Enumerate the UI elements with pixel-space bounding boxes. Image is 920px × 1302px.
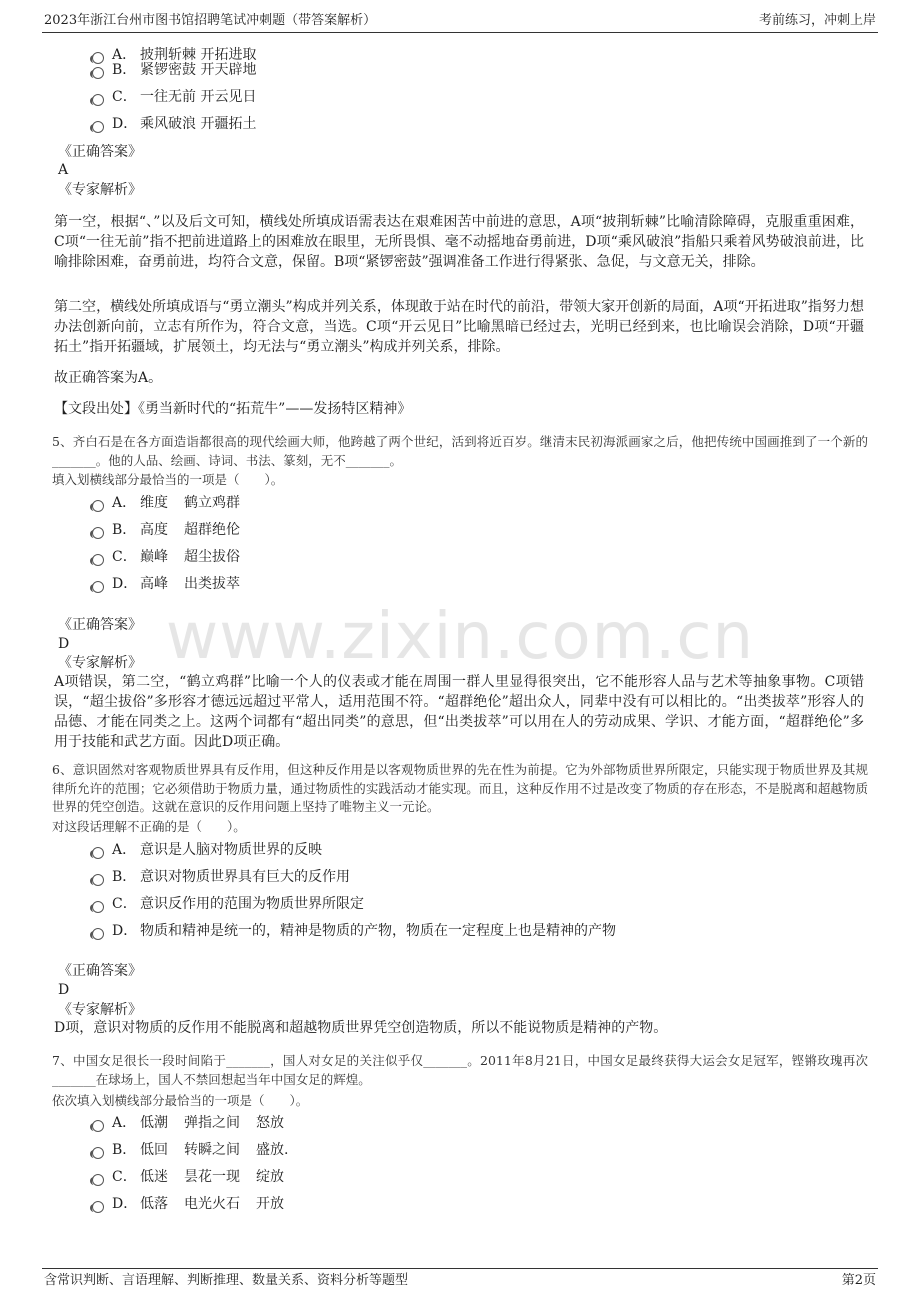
radio-icon[interactable] [92, 554, 104, 566]
q4-analysis-label: 《专家解析》 [58, 182, 142, 198]
q5-stem: 5、齐白石是在各方面造诣都很高的现代绘画大师，他跨越了两个世纪，活到将近百岁。继清末民初海派画家之后，他把传统中国画推到了一个新的_______。他的人品、绘画、诗词、书法、篆刻，无不_______。 [52, 434, 868, 468]
q5-prompt: 填入划横线部分最恰当的一项是（ ）。 [52, 472, 284, 487]
q4-analysis-paragraph-1: 第一空，根据“、”以及后文可知，横线处所填成语需表达在艰难困苦中前进的意思，A项“披荆斩棘”比喻清除障碍，克服重重困难，C项“一往无前”指不把前进道路上的困难放在眼里，无所畏惧、毫不动摇地奋勇前进，D项“乘风破浪”指船只乘着风势破浪前进，比喻排除困难，奋勇前进，均符合文意，保留。B项“紧锣密鼓”强调准备工作进行得紧张、急促，与文意无关，排除。 [54, 214, 864, 270]
q5-analysis: A项错误，第二空，“鹤立鸡群”比喻一个人的仪表或才能在周围一群人里显得很突出，它不能形容人品与艺术等抽象事物。C项错误，“超尘拔俗”多形容才德远远超过平常人，适用范围不符。“超群绝伦”超出众人，同辈中没有可以相比的。“出类拔萃”形容人的品德、才能在同类之上。这两个词都有“超出同类”的意思，但“出类拔萃”可以用在人的劳动成果、学识、才能方面，“超群绝伦”多用于技能和武艺方面。因此D项正确。 [54, 674, 864, 750]
radio-icon[interactable] [92, 901, 104, 913]
q6-option-b[interactable]: B． 意识对物质世界具有巨大的反作用 [92, 867, 350, 887]
q7-option-b[interactable]: B． 低回 转瞬之间 盛放. [92, 1140, 288, 1160]
q6-answer-label: 《正确答案》 [58, 963, 142, 979]
document-title: 2023年浙江台州市图书馆招聘笔试冲刺题（带答案解析） [44, 13, 377, 28]
q7-option-d[interactable]: D． 低落 电光火石 开放 [92, 1194, 284, 1214]
q4-answer: A [58, 162, 69, 178]
footer-description: 含常识判断、言语理解、判断推理、数量关系、资料分析等题型 [44, 1273, 409, 1288]
radio-icon[interactable] [92, 67, 104, 79]
radio-icon[interactable] [92, 1174, 104, 1186]
q4-source: 【文段出处】《勇当新时代的“拓荒牛”——发扬特区精神》 [54, 401, 412, 417]
q5-answer-label: 《正确答案》 [58, 617, 142, 633]
q6-analysis: D项，意识对物质的反作用不能脱离和超越物质世界凭空创造物质，所以不能说物质是精神的产物。 [54, 1020, 668, 1036]
radio-icon[interactable] [92, 928, 104, 940]
q4-analysis-paragraph-2: 第二空，横线处所填成语与“勇立潮头”构成并列关系，体现敢于站在时代的前沿，带领大家开创新的局面，A项“开拓进取”指努力想办法创新向前，立志有所作为，符合文意，当选。C项“开云见日”比喻黑暗已经过去，光明已经到来，也比喻误会消除，D项“开疆拓土”指开拓疆域，扩展领土，均无法与“勇立潮头”构成并列关系，排除。 [54, 299, 864, 355]
q5-analysis-label: 《专家解析》 [58, 655, 142, 671]
radio-icon[interactable] [92, 500, 104, 512]
radio-icon[interactable] [92, 527, 104, 539]
radio-icon[interactable] [92, 1120, 104, 1132]
radio-icon[interactable] [92, 94, 104, 106]
radio-icon[interactable] [92, 581, 104, 593]
q6-option-c[interactable]: C． 意识反作用的范围为物质世界所限定 [92, 894, 364, 914]
q6-option-a[interactable]: A． 意识是人脑对物质世界的反映 [92, 840, 322, 860]
page-footer [42, 1268, 878, 1293]
watermark: www.zixin.com.cn [165, 600, 755, 674]
radio-icon[interactable] [92, 847, 104, 859]
radio-icon[interactable] [92, 121, 104, 133]
header-slogan: 考前练习，冲刺上岸 [758, 13, 876, 28]
q6-prompt: 对这段话理解不正确的是（ ）。 [52, 819, 246, 834]
q6-analysis-label: 《专家解析》 [58, 1002, 142, 1018]
q5-option-a[interactable]: A． 维度 鹤立鸡群 [92, 493, 240, 513]
q5-option-c[interactable]: C． 巅峰 超尘拔俗 [92, 547, 240, 567]
q4-conclusion: 故正确答案为A。 [54, 370, 163, 386]
q4-answer-label: 《正确答案》 [58, 144, 142, 160]
q6-stem: 6、意识固然对客观物质世界具有反作用，但这种反作用是以客观物质世界的先在性为前提。它为外部物质世界所限定，只能实现于物质世界及其规律所允许的范围；它必须借助于物质力量，通过物质性的实践活动才能实现。而且，这种反作用不过是改变了物质的存在形态，不是脱离和超越物质世界的凭空创造。这就在意识的反作用问题上坚持了唯物主义一元论。 [52, 762, 868, 814]
q4-option-d[interactable]: D． 乘风破浪 开疆拓土 [92, 114, 256, 134]
q5-answer: D [58, 636, 70, 652]
q7-option-c[interactable]: C． 低迷 昙花一现 绽放 [92, 1167, 284, 1187]
q4-option-c[interactable]: C． 一往无前 开云见日 [92, 87, 256, 107]
q4-option-a[interactable]: A． 披荆斩棘 开拓进取 [92, 45, 256, 65]
radio-icon[interactable] [92, 1201, 104, 1213]
q7-prompt: 依次填入划横线部分最恰当的一项是（ ）。 [52, 1093, 309, 1108]
q5-option-d[interactable]: D． 高峰 出类拔萃 [92, 574, 240, 594]
q7-option-a[interactable]: A． 低潮 弹指之间 怒放 [92, 1113, 284, 1133]
radio-icon[interactable] [92, 1147, 104, 1159]
q6-option-d[interactable]: D． 物质和精神是统一的，精神是物质的产物，物质在一定程度上也是精神的产物 [92, 921, 616, 941]
page-header [42, 10, 878, 33]
q7-stem: 7、中国女足很长一段时间陷于_______，国人对女足的关注似乎仅_______。2011年8月21日，中国女足最终获得大运会女足冠军，铿锵玫瑰再次_______在球场上，国人不禁回想起当年中国女足的辉煌。 [52, 1053, 868, 1087]
q6-answer: D [58, 982, 70, 998]
radio-icon[interactable] [92, 874, 104, 886]
page-number: 第2页 [841, 1273, 876, 1288]
q5-option-b[interactable]: B． 高度 超群绝伦 [92, 520, 240, 540]
q4-option-b[interactable]: B． 紧锣密鼓 开天辟地 [92, 60, 256, 80]
